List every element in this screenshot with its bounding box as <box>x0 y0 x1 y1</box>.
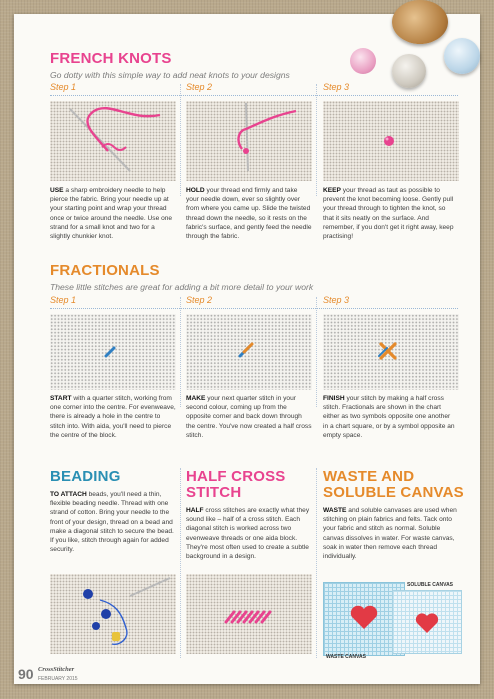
fractionals-title: FRACTIONALS <box>50 262 160 279</box>
divider <box>180 84 181 196</box>
french-knots-step3-photo <box>323 101 459 181</box>
half-cross-stitch-illustration <box>186 314 312 390</box>
divider <box>316 297 317 407</box>
french-knots-step1-label: Step 1 <box>50 82 77 92</box>
french-knots-step2-photo <box>186 101 312 181</box>
french-knots-step2-text: HOLD your thread end firmly and take your needle down, ever so slightly over from where you came up. Slide the twisted thread down the needle, so it rests on the fabric's surface, and gently feed the needle through the fabric. <box>186 187 312 241</box>
beading-text: TO ATTACH beads, you'll need a thin, flexible beading needle. Thread with one strand of cotton. Bring your needle to the front of your design, thread on a bead and make a diagonal stitch to secure the bead. If you like, stitch through again for added security. <box>50 491 174 554</box>
french-knots-subtitle: Go dotty with this simple way to add neat knots to your designs <box>50 70 290 80</box>
button-decoration-pink <box>350 48 376 74</box>
fractionals-step3-label: Step 3 <box>323 295 350 305</box>
french-knots-title: FRENCH KNOTS <box>50 50 172 67</box>
waste-title-line2: SOLUBLE CANVAS <box>323 484 464 501</box>
issue-date: FEBRUARY 2015 <box>38 676 78 682</box>
beads-illustration <box>50 574 176 654</box>
fractionals-step2-text: MAKE your next quarter stitch in your second colour, coming up from the opposite corner and back down through the centre. You've now created a half cross stitch. <box>186 395 312 439</box>
waste-canvas-label: WASTE CANVAS <box>326 654 366 660</box>
half-cross-title-line2: STITCH <box>186 484 242 501</box>
fractionals-subtitle: These little stitches are great for adding a bit more detail to your work <box>50 282 314 292</box>
waste-title-line1: WASTE AND <box>323 468 415 485</box>
fractionals-rule <box>50 308 458 309</box>
needle-wrap-illustration <box>50 101 176 181</box>
french-knots-step1-text: USE a sharp embroidery needle to help pierce the fabric. Bring your needle up at your starting point and wrap your thread once or twice around the needle. Use one strand for a small knot and two for a slightly chunkier knot. <box>50 187 173 241</box>
soluble-canvas-label: SOLUBLE CANVAS <box>407 582 454 588</box>
magazine-logo: CrossStitcher <box>38 666 75 673</box>
divider <box>316 84 317 196</box>
page-number: 90 <box>18 666 34 682</box>
button-decoration-blue <box>444 38 480 74</box>
french-knots-step3-text: KEEP your thread as taut as possible to prevent the knot becoming loose. Gently pull your thread through to tighten the knot, so that it sits neatly on the surface. And remember, if you don't get it right away, keep practising! <box>323 187 454 241</box>
french-knots-step2-label: Step 2 <box>186 82 213 92</box>
fractionals-step1-photo <box>50 314 176 390</box>
fractionals-step3-text: FINISH your stitch by making a half cross stitch. Fractionals are shown in the chart either as two symbols opposite one another in a chart square, or by a symbol opposite an empty space. <box>323 395 455 439</box>
magazine-page <box>14 14 480 684</box>
half-cross-title-line1: HALF CROSS <box>186 468 286 485</box>
needle-down-illustration <box>186 101 312 181</box>
french-knots-rule <box>50 95 458 96</box>
waste-text: WASTE and soluble canvases are used when stitching on plain fabrics and felts. Tack onto your fabric and stitch as normal. Soluble canvas dissolves in water. For waste canvas, soak in water then remove each thread individually. <box>323 507 457 561</box>
fractionals-step1-label: Step 1 <box>50 295 77 305</box>
french-knots-step1-photo <box>50 101 176 181</box>
finished-knot-illustration <box>323 101 459 181</box>
divider <box>180 297 181 407</box>
heart-motif-soluble <box>393 591 461 653</box>
button-decoration-grey <box>392 54 426 88</box>
fractionals-step1-text: START with a quarter stitch, working from one corner into the centre. For evenweave, there is already a hole in the centre to stitch into. With aida, you'll need to pierce the centre of the block. <box>50 395 176 439</box>
french-knots-step3-label: Step 3 <box>323 82 350 92</box>
half-cross-photo <box>186 574 312 654</box>
beading-photo <box>50 574 176 654</box>
soluble-canvas-photo <box>392 590 462 654</box>
half-cross-stitches-illustration <box>186 574 312 654</box>
button-decoration-wood <box>392 0 448 44</box>
fractionals-step2-photo <box>186 314 312 390</box>
finished-fractional-illustration <box>323 314 459 390</box>
quarter-stitch-illustration <box>50 314 176 390</box>
beading-title: BEADING <box>50 468 121 485</box>
divider <box>316 468 317 658</box>
fractionals-step2-label: Step 2 <box>186 295 213 305</box>
half-cross-text: HALF cross stitches are exactly what they sound like – half of a cross stitch. Each diagonal stitch is worked across two evenweave threads or one aida block. They're most often used to create a subtle background in a design. <box>186 507 310 561</box>
fractionals-step3-photo <box>323 314 459 390</box>
divider <box>180 468 181 658</box>
